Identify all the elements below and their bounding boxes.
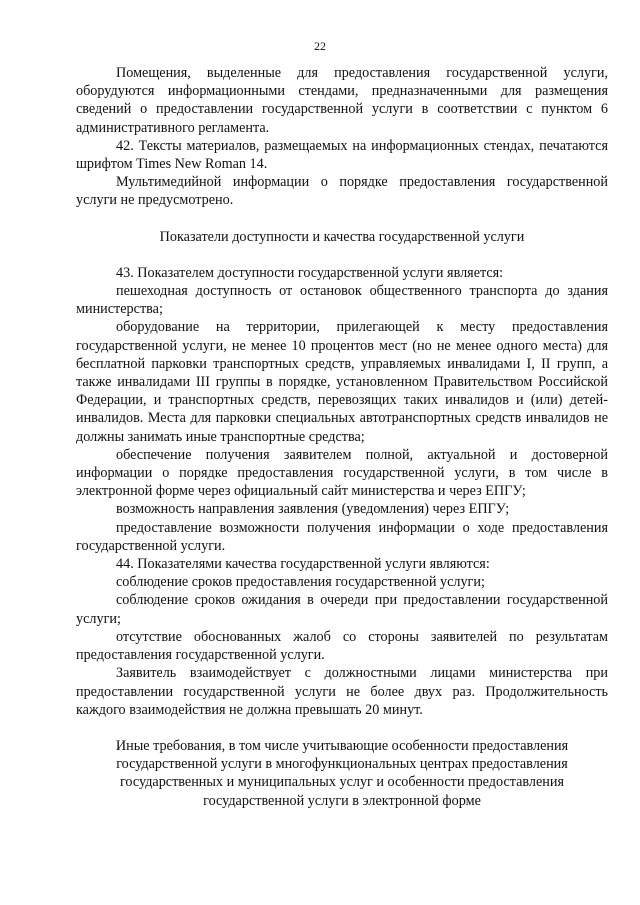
paragraph-epgu-submission: возможность направления заявления (уведомления) через ЕПГУ; — [116, 501, 510, 518]
section-heading-accessibility: Показатели доступности и качества государственной услуги — [159, 228, 525, 245]
heading-line: государственной услуги в электронной форме — [203, 792, 481, 809]
heading-line: государственных и муниципальных услуг и особенности предоставления — [119, 774, 565, 791]
page-number: 22 — [314, 39, 326, 53]
heading-line: Иные требования, в том числе учитывающие особенности предоставления — [115, 737, 569, 754]
paragraph-queue-wait: соблюдение сроков ожидания в очереди при предоставлении государственной услуги; — [76, 592, 608, 627]
paragraph-item-43: 43. Показателем доступности государственной услуги является: — [116, 264, 504, 281]
document-body — [76, 64, 608, 810]
paragraph-item-44: 44. Показателями качества государственной услуги являются: — [116, 556, 490, 573]
paragraph-multimedia: Мультимедийной информации о порядке предоставления государственной услуги не предусмотрено. — [76, 174, 608, 209]
paragraph-deadlines: соблюдение сроков предоставления государственной услуги; — [116, 574, 485, 591]
paragraph-interactions: Заявитель взаимодействует с должностными лицами министерства при предоставлении государственной услуги не более двух раз. Продолжительность каждого взаимодействия не должна превышать 20 минут. — [76, 665, 608, 718]
paragraph-information: обеспечение получения заявителем полной, актуальной и достоверной информации о порядке предоставления государственной услуги, в том числе в электронной форме через официальный сайт министерства и через ЕПГУ; — [76, 446, 608, 500]
paragraph-progress-info: предоставление возможности получения информации о ходе предоставления государственной услуги. — [76, 519, 608, 554]
paragraph-no-complaints: отсутствие обоснованных жалоб со стороны заявителей по результатам предоставления государственной услуги. — [76, 628, 608, 664]
paragraph-item-42: 42. Тексты материалов, размещаемых на информационных стендах, печатаются шрифтом Times New Roman 14. — [76, 137, 608, 173]
paragraph-pedestrian-access: пешеходная доступность от остановок общественного транспорта до здания министерства; — [76, 283, 608, 318]
section-heading-other-requirements — [76, 737, 608, 810]
paragraph-parking: оборудование на территории, прилегающей к месту предоставления государственной услуги, не менее 10 процентов мест (но не менее одного места) для бесплатной парковки транспортных средств, управляемых инвалидами I, II групп, а также инвалидами III группы в порядке, установленном Правительством Российской Федерации, и транспортных средств, перевозящих таких инвалидов и (или) детей-инвалидов. Места для парковки специальных автотранспортных средств инвалидов не должны занимать иные транспортные средства; — [76, 319, 608, 445]
paragraph-premises: Помещения, выделенные для предоставления государственной услуги, оборудуются информационными стендами, предназначенными для размещения сведений о предоставлении государственной услуги в соответствии с пунктом 6 административного регламента. — [76, 65, 608, 136]
heading-line: государственной услуги в многофункциональных центрах предоставления — [116, 756, 568, 773]
